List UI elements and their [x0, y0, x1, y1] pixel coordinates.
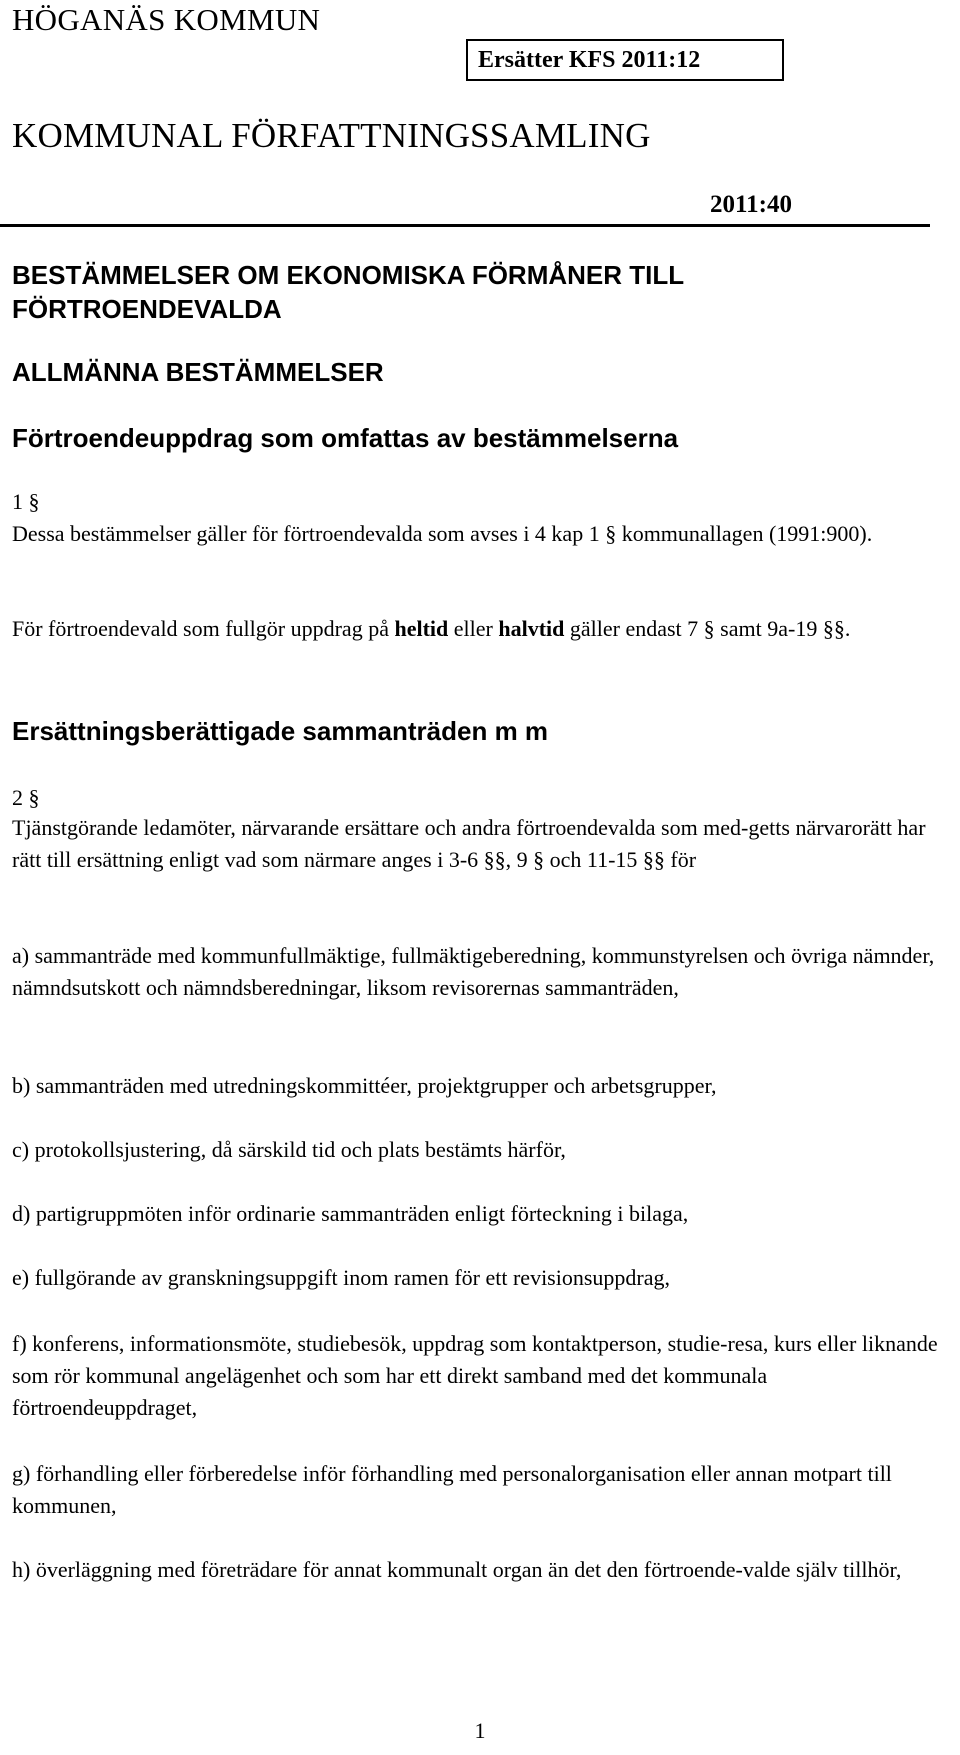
list-item: g) förhandling eller förberedelse inför förhandling med personalorganisation eller annan motpart till kommunen,	[12, 1461, 892, 1518]
section-1-text-2-prefix: För förtroendevald som fullgör uppdrag på	[12, 616, 395, 641]
section-1-text: Dessa bestämmelser gäller för förtroendevalda som avses i 4 kap 1 § kommunallagen (1991:900).	[12, 521, 873, 546]
page-number: 1	[474, 1718, 486, 1743]
list-item: d) partigruppmöten inför ordinarie sammanträden enligt förteckning i bilaga,	[12, 1201, 689, 1226]
section-1-text-2-suffix: gäller endast 7 § samt 9a-19 §§.	[564, 616, 851, 641]
scope-heading: Förtroendeuppdrag som omfattas av bestämmelserna	[12, 423, 679, 453]
collection-title: KOMMUNAL FÖRFATTNINGSSAMLING	[12, 116, 651, 155]
meetings-heading: Ersättningsberättigade sammanträden m m	[12, 716, 549, 746]
replaces-box: Ersätter KFS 2011:12	[466, 39, 784, 81]
section-1-text-2-mid: eller	[448, 616, 499, 641]
half-time-term: halvtid	[498, 616, 565, 641]
list-item: f) konferens, informationsmöte, studiebesök, uppdrag som kontaktperson, studie-resa, kurs eller liknande som rör kommunal angelägenhet och som har ett direkt samband med det kommunala förtroendeuppdraget,	[12, 1331, 938, 1420]
section-1-number: 1 §	[12, 489, 40, 514]
section-2-number: 2 §	[12, 785, 40, 810]
section-1-text-2	[12, 613, 957, 645]
list-item: a) sammanträde med kommunfullmäktige, fullmäktigeberedning, kommunstyrelsen och övriga nämnder, nämndsutskott och nämndsberedningar, liksom revisorernas sammanträden,	[12, 943, 935, 1000]
section-2-text: Tjänstgörande ledamöter, närvarande ersättare och andra förtroendevalda som med-getts närvarorätt har rätt till ersättning enligt vad som närmare anges i 3-6 §§, 9 § och 11-15 §§ för	[12, 815, 926, 872]
list-item: c) protokollsjustering, då särskild tid och plats bestämts härför,	[12, 1137, 566, 1162]
municipality-name: HÖGANÄS KOMMUN	[12, 2, 321, 37]
header-divider	[0, 224, 930, 227]
list-item: h) överläggning med företrädare för annat kommunalt organ än det den förtroende-valde själv tillhör,	[12, 1557, 902, 1582]
general-heading: ALLMÄNNA BESTÄMMELSER	[12, 357, 384, 387]
list-item: b) sammanträden med utredningskommittéer, projektgrupper och arbetsgrupper,	[12, 1073, 717, 1098]
document-number: 2011:40	[710, 191, 792, 218]
list-item: e) fullgörande av granskningsuppgift inom ramen för ett revisionsuppdrag,	[12, 1265, 671, 1290]
full-time-term: heltid	[394, 616, 449, 641]
main-heading: BESTÄMMELSER OM EKONOMISKA FÖRMÅNER TILL FÖRTROENDEVALDA	[12, 260, 684, 324]
